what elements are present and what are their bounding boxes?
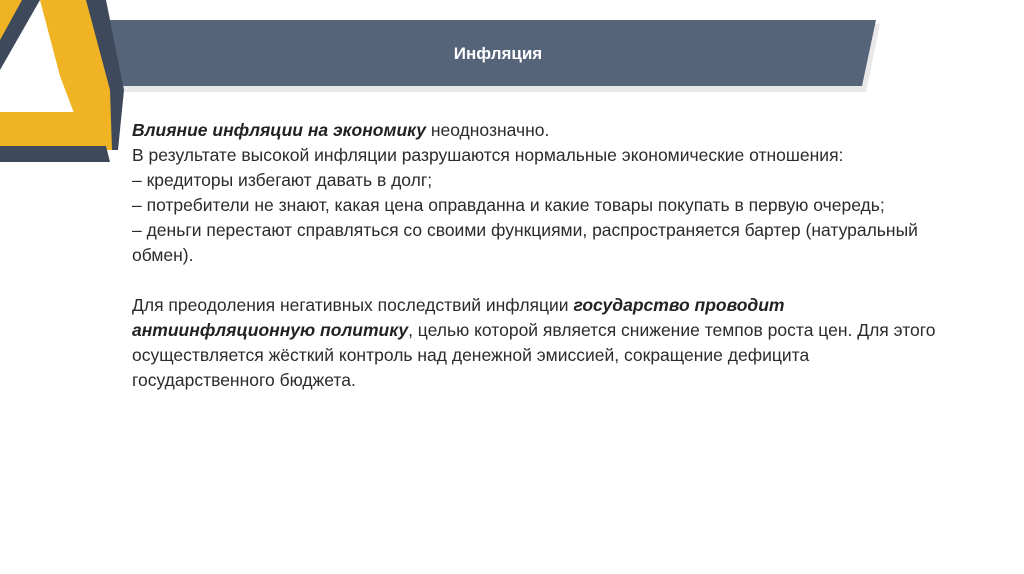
paragraph-gap [132, 268, 952, 293]
bullet-item: – потребители не знают, какая цена оправданна и какие товары покупать в первую очередь; [132, 195, 885, 215]
bullet-item: – кредиторы избегают давать в долг; [132, 170, 433, 190]
lead-rest: неоднозначно. [425, 120, 550, 140]
paragraph-2 [132, 293, 952, 393]
yellow-bar [0, 112, 106, 146]
paragraph-1-lead [132, 118, 952, 143]
slide-title: Инфляция [453, 44, 543, 63]
paragraph-1-line2: В результате высокой инфляции разрушаются нормальные экономические отношения: [132, 145, 844, 165]
slide-body [132, 118, 952, 393]
bullet-item: – деньги перестают справляться со своими функциями, распространяется бартер (натуральный обмен). [132, 220, 918, 265]
paragraph-2-emphasis: государство проводит антиинфляционную политику [132, 295, 785, 340]
title-bar [113, 24, 883, 84]
navy-bar [0, 146, 110, 162]
lead-emphasis: Влияние инфляции на экономику [132, 120, 426, 140]
paragraph-2-rest: , целью которой является снижение темпов роста цен. Для этого осуществляется жёсткий контроль над денежной эмиссией, сокращение дефицита государственного бюджета. [132, 320, 936, 390]
paragraph-2-intro: Для преодоления негативных последствий инфляции [132, 295, 574, 315]
